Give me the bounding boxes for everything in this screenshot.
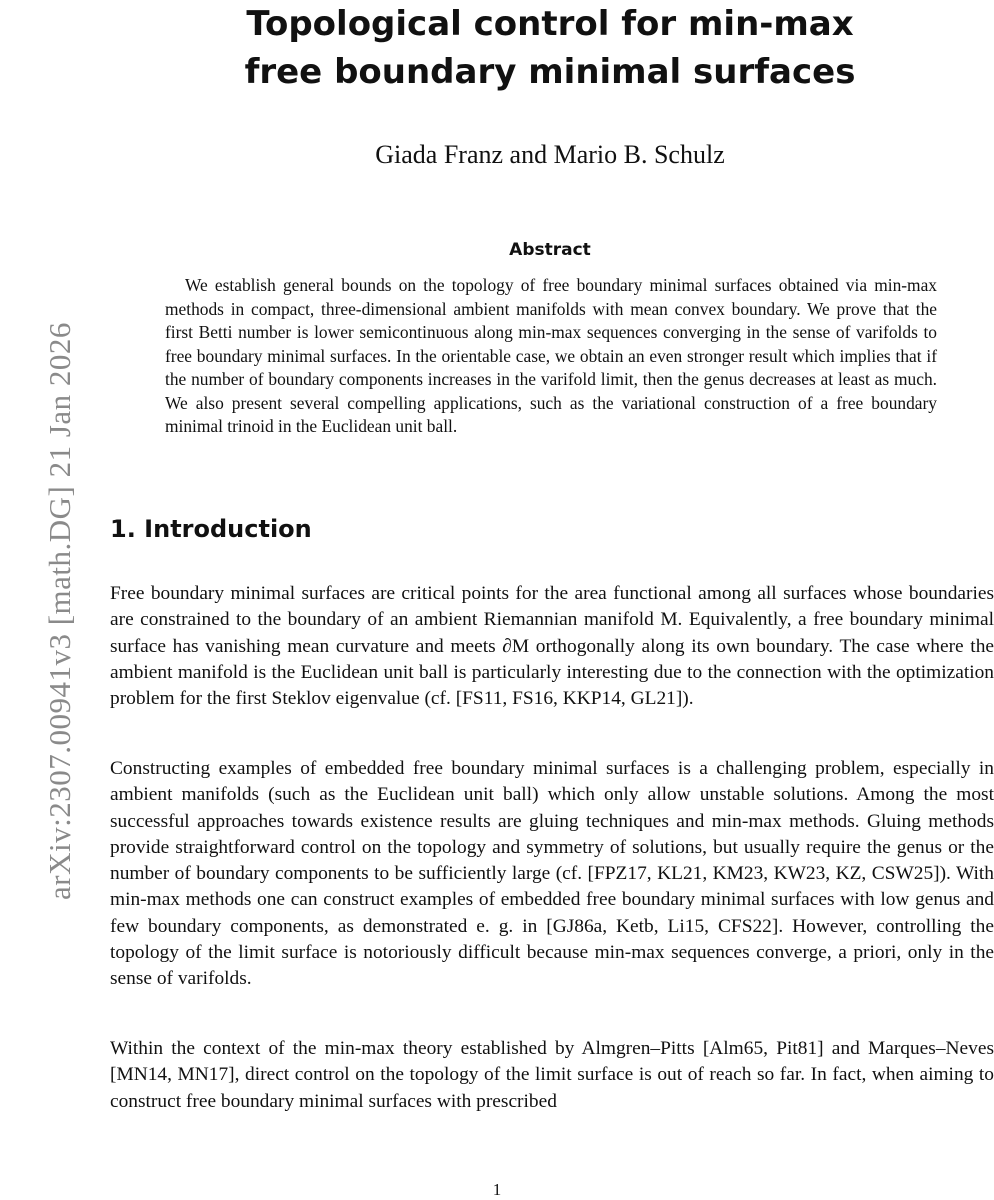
arxiv-identifier-text: arXiv:2307.00941v3 [math.DG] 21 Jan 2026 [42,322,77,900]
page-number: 1 [492,1180,502,1199]
abstract-body: We establish general bounds on the topology of free boundary minimal surfaces obtained via min-max methods in compact, three-dimensional ambient manifolds with mean convex boundary. We prove that the first Betti number is lower semicontinuous along min-max sequences converging in the sense of varifolds to free boundary minimal surfaces. In the orientable case, we obtain an even stronger result which implies that if the number of boundary components increases in the varifold limit, then the genus decreases at least as much. We also present several compelling applications, such as the variational construction of a free boundary minimal trinoid in the Euclidean unit ball. [165,275,937,436]
paper-title-line-2: free boundary minimal surfaces [244,52,856,92]
abstract-heading: Abstract [509,240,591,260]
paper-title-line-1: Topological control for min-max [246,4,854,44]
body-paragraph: Free boundary minimal surfaces are critical points for the area functional among all surfaces whose boundaries are constrained to the boundary of an ambient Riemannian manifold M. Equivalently, a free boundary minimal surface has vanishing mean curvature and meets ∂M orthogonally along its own boundary. The case where the ambient manifold is the Euclidean unit ball is particularly interesting due to the connection with the optimization problem for the first Steklov eigenvalue (cf. [FS11, FS16, KKP14, GL21]). [110,583,994,710]
body-paragraph: Constructing examples of embedded free boundary minimal surfaces is a challenging problem, especially in ambient manifolds (such as the Euclidean unit ball) which only allow unstable solutions. Among the most successful approaches towards existence results are gluing techniques and min-max methods. Gluing methods provide straightforward control on the topology and symmetry of solutions, but usually require the genus or the number of boundary components to be sufficiently large (cf. [FPZ17, KL21, KM23, KW23, KZ, CSW25]). With min-max methods one can construct examples of embedded free boundary minimal surfaces with low genus and few boundary components, as demonstrated e. g. in [GJ86a, Ketb, Li15, CFS22]. However, controlling the topology of the limit surface is notoriously difficult because min-max sequences converge, a priori, only in the sense of varifolds. [110,758,994,990]
arxiv-identifier-stamp [0,160,77,900]
paper-title [200,0,900,96]
section-heading-introduction: 1. Introduction [110,515,312,543]
body-paragraph: Within the context of the min-max theory established by Almgren–Pitts [Alm65, Pit81] and Marques–Neves [MN14, MN17], direct control on the topology of the limit surface is out of reach so far. In fact, when aiming to construct free boundary minimal surfaces with prescribed [110,1038,994,1112]
paper-authors: Giada Franz and Mario B. Schulz [375,140,725,169]
